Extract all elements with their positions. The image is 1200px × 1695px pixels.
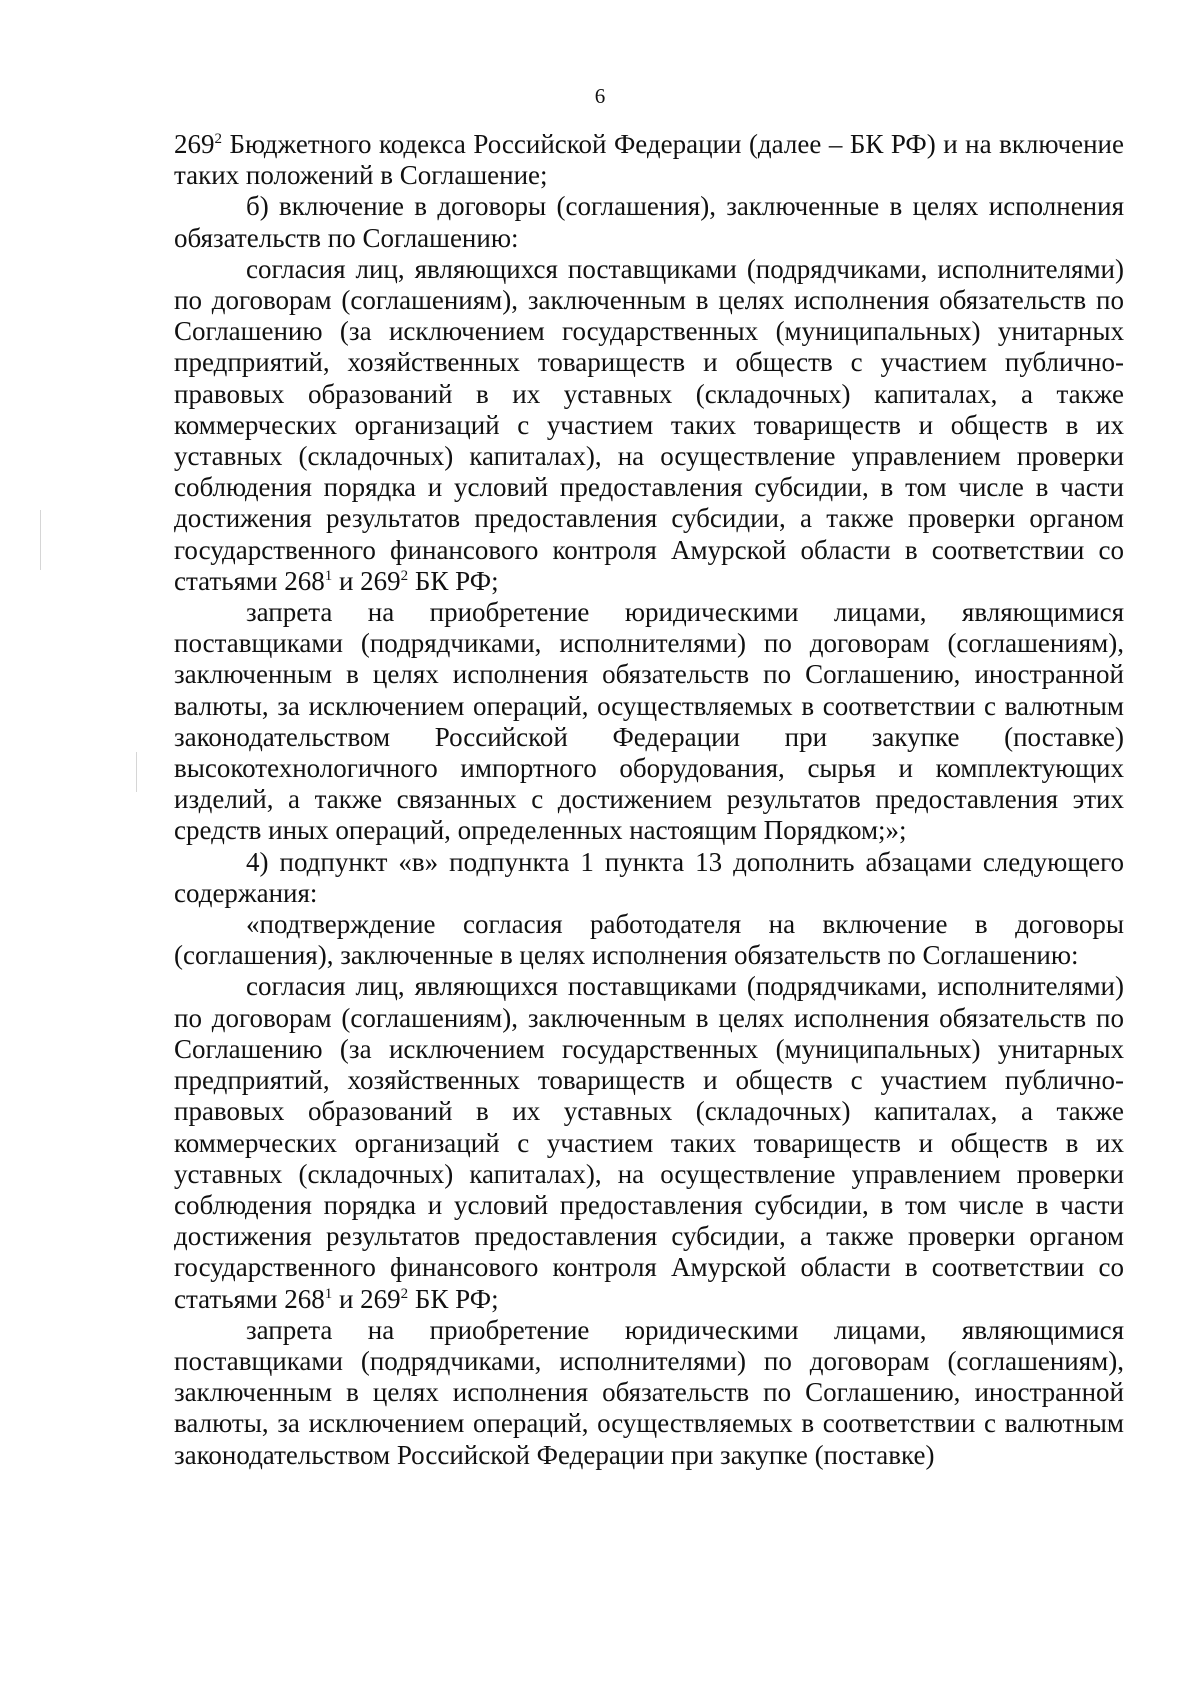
- text-run: согласия лиц, являющихся поставщиками (подрядчиками, исполнителями) по договорам (соглашениям), заключенным в целях исполнения обязательств по Соглашению (за исключением государственных (муниципальных) унитарных предприятий, хозяйственных товариществ и обществ с участием публично-правовых образований в их уставных (складочных) капиталах, а также коммерческих организаций с участием таких товариществ и обществ в их уставных (складочных) капиталах), на осуществление управлением проверки соблюдения порядка и условий предоставления субсидии, в том числе в части достижения результатов предоставления субсидии, а также проверки органом государственного финансового контроля Амурской области в соответствии со статьями 268: [174, 971, 1124, 1314]
- superscript: 1: [324, 1285, 333, 1302]
- paragraph: [174, 129, 1124, 191]
- paragraph: [174, 971, 1124, 1314]
- superscript: 2: [400, 1285, 409, 1302]
- superscript: 2: [400, 567, 409, 584]
- paragraph: [174, 1315, 1124, 1471]
- paragraph: [174, 254, 1124, 597]
- superscript: 1: [324, 567, 333, 584]
- text-run: БК РФ;: [408, 565, 499, 596]
- paragraph: [174, 847, 1124, 909]
- paragraph: [174, 191, 1124, 253]
- text-run: запрета на приобретение юридическими лицами, являющимися поставщиками (подрядчиками, исполнителями) по договорам (соглашениям), заключенным в целях исполнения обязательств по Соглашению, иностранной валюты, за исключением операций, осуществляемых в соответствии с валютным законодательством Российской Федерации при закупке (поставке) высокотехнологичного импортного оборудования, сырья и комплектующих изделий, а также связанных с достижением результатов предоставления этих средств иных операций, определенных настоящим Порядком;»;: [174, 597, 1124, 846]
- text-run: «подтверждение согласия работодателя на включение в договоры (соглашения), заключенные в целях исполнения обязательств по Соглашению:: [174, 909, 1124, 971]
- text-run: 4) подпункт «в» подпункта 1 пункта 13 дополнить абзацами следующего содержания:: [174, 846, 1124, 908]
- page-number: 6: [594, 84, 606, 108]
- text-run: запрета на приобретение юридическими лицами, являющимися поставщиками (подрядчиками, исполнителями) по договорам (соглашениям), заключенным в целях исполнения обязательств по Соглашению, иностранной валюты, за исключением операций, осуществляемых в соответствии с валютным законодательством Российской Федерации при закупке (поставке): [174, 1314, 1124, 1470]
- superscript: 2: [214, 131, 222, 147]
- text-run: Бюджетного кодекса Российской Федерации (далее – БК РФ) и на включение таких положений в Соглашение;: [174, 129, 1124, 191]
- scan-artifact-line: [40, 510, 41, 570]
- paragraph: [174, 909, 1124, 971]
- text-run: БК РФ;: [408, 1283, 499, 1314]
- document-body: [174, 129, 1124, 1471]
- text-run: согласия лиц, являющихся поставщиками (подрядчиками, исполнителями) по договорам (соглашениям), заключенным в целях исполнения обязательств по Соглашению (за исключением государственных (муниципальных) унитарных предприятий, хозяйственных товариществ и обществ с участием публично-правовых образований в их уставных (складочных) капиталах, а также коммерческих организаций с участием таких товариществ и обществ в их уставных (складочных) капиталах), на осуществление управлением проверки соблюдения порядка и условий предоставления субсидии, в том числе в части достижения результатов предоставления субсидии, а также проверки органом государственного финансового контроля Амурской области в соответствии со статьями 268: [174, 253, 1124, 596]
- text-run: и 269: [332, 565, 401, 596]
- text-run: 269: [174, 129, 215, 159]
- scan-artifact-line: [136, 752, 137, 792]
- text-run: б) включение в договоры (соглашения), заключенные в целях исполнения обязательств по Соглашению:: [174, 191, 1124, 253]
- text-run: и 269: [332, 1283, 401, 1314]
- paragraph: [174, 597, 1124, 847]
